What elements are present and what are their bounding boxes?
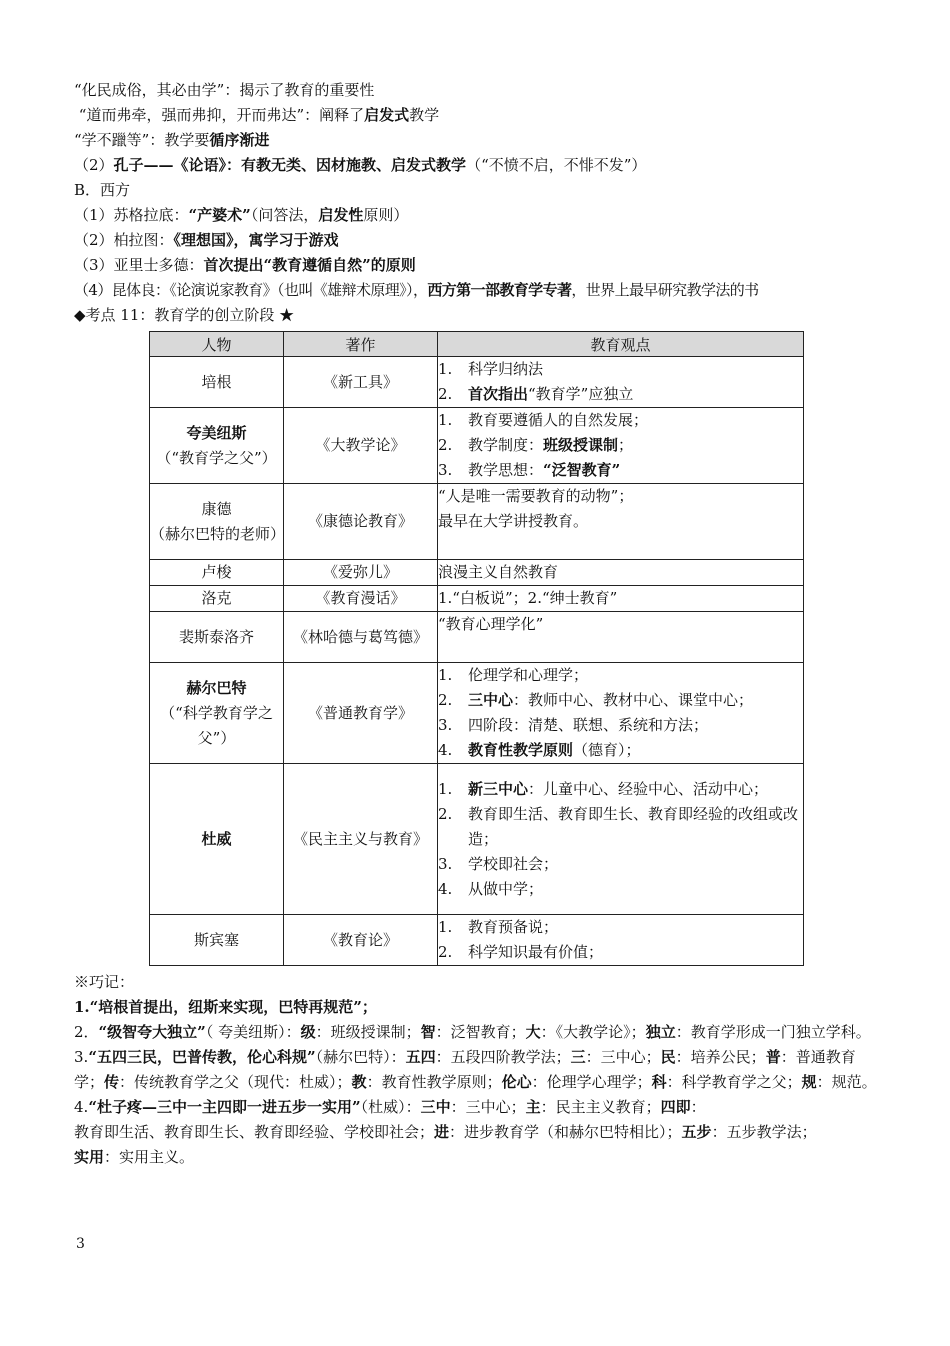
educators-table [149, 331, 804, 966]
table-row [150, 612, 804, 663]
column-header: 著作 [284, 332, 438, 357]
column-header: 人物 [150, 332, 284, 357]
work-cell: 《教育漫话》 [284, 586, 438, 612]
views-cell: “人是唯一需要教育的动物”； 最早在大学讲授教育。 [438, 484, 804, 560]
work-cell: 《民主主义与教育》 [284, 764, 438, 915]
table-row [150, 663, 804, 764]
person-cell: 杜威 [150, 764, 284, 915]
work-cell: 《爱弥儿》 [284, 560, 438, 586]
table-row [150, 764, 804, 915]
table-row [150, 484, 804, 560]
views-cell: 1. 科学归纳法 2. 首次指出“教育学”应独立 [438, 357, 804, 408]
mnemonic-line: 1.“培根首提出，纽斯来实现，巴特再规范”； [74, 998, 377, 1016]
person-cell: 培根 [150, 357, 284, 408]
text-line: “道而弗牵，强而弗抑，开而弗达”：阐释了启发式教学 [78, 106, 440, 124]
text-line: （2）孔子——《论语》：有教无类、因材施教、启发式教学（“不愤不启，不悱不发”） [74, 156, 647, 174]
table-header-row [150, 332, 804, 357]
person-cell: 赫尔巴特 （“科学教育学之父”） [150, 663, 284, 764]
mnemonic-line: 3.“五四三民，巴普传教，伦心科规”（赫尔巴特）：五四：五段四阶教学法；三：三中心；民：培养公民；普：普通教育学；传：传统教育学之父（现代：杜威）；教：教育性教学原则；伦心：伦理学心理学；科：科学教育学之父；规：规范。 [74, 1048, 877, 1091]
views-cell: 1. 教育要遵循人的自然发展； 2. 教学制度：班级授课制； 3. 教学思想：“泛智教育” [438, 408, 804, 484]
work-cell: 《新工具》 [284, 357, 438, 408]
text-line: “化民成俗，其必由学”：揭示了教育的重要性 [74, 81, 375, 99]
table-row [150, 586, 804, 612]
mnemonic-line: 4.“杜子疼—三中一主四即一进五步一实用”（杜威）：三中：三中心；主：民主主义教育；四即： 教育即生活、教育即生长、教育即经验、学校即社会；进：进步教育学（和赫尔巴特相比）；五步：五步教学法； 实用：实用主义。 [74, 1098, 817, 1166]
text-line: （2）柏拉图：《理想国》，寓学习于游戏 [74, 231, 339, 249]
person-cell: 洛克 [150, 586, 284, 612]
mnemonic-line: 2．“级智夸大独立”（ 夸美纽斯）：级：班级授课制；智：泛智教育；大：《大教学论》；独立：教育学形成一门独立学科。 [74, 1023, 871, 1041]
table-row [150, 408, 804, 484]
person-cell: 康德 （赫尔巴特的老师） [150, 484, 284, 560]
table-row [150, 915, 804, 966]
person-cell: 裴斯泰洛齐 [150, 612, 284, 663]
mnemonic-title: ※巧记： [74, 973, 135, 991]
text-line: （4）昆体良：《论演说家教育》（也叫《雄辩术原理》），西方第一部教育学专著，世界上最早研究教学法的书 [74, 281, 759, 299]
views-cell: 1. 新三中心：儿童中心、经验中心、活动中心； 2. 教育即生活、教育即生长、教育即经验的改组或改造； 3. 学校即社会； 4. 从做中学； [438, 764, 804, 915]
views-cell: 1.“白板说”；2.“绅士教育” [438, 586, 804, 612]
work-cell: 《康德论教育》 [284, 484, 438, 560]
person-cell: 卢梭 [150, 560, 284, 586]
mnemonic-section [74, 970, 880, 1170]
work-cell: 《教育论》 [284, 915, 438, 966]
work-cell: 《普通教育学》 [284, 663, 438, 764]
views-cell: 1. 伦理学和心理学； 2. 三中心：教师中心、教材中心、课堂中心； 3. 四阶段：清楚、联想、系统和方法； 4. 教育性教学原则（德育）； [438, 663, 804, 764]
text-line: （1）苏格拉底：“产婆术”（问答法，启发性原则） [74, 206, 409, 224]
page-content [74, 78, 880, 1170]
section-heading: B．西方 [74, 181, 131, 199]
text-line: “学不躐等”：教学要循序渐进 [74, 131, 270, 149]
page-number: 3 [76, 1236, 85, 1252]
views-cell: “教育心理学化” [438, 612, 804, 663]
column-header: 教育观点 [438, 332, 804, 357]
person-cell: 斯宾塞 [150, 915, 284, 966]
table-row [150, 357, 804, 408]
table-row [150, 560, 804, 586]
work-cell: 《林哈德与葛笃德》 [284, 612, 438, 663]
views-cell: 1. 教育预备说； 2. 科学知识最有价值； [438, 915, 804, 966]
work-cell: 《大教学论》 [284, 408, 438, 484]
text-line: （3）亚里士多德：首次提出“教育遵循自然”的原则 [74, 256, 416, 274]
views-cell: 浪漫主义自然教育 [438, 560, 804, 586]
person-cell: 夸美纽斯 （“教育学之父”） [150, 408, 284, 484]
section-heading: ◆考点 11：教育学的创立阶段 ★ [74, 306, 295, 324]
